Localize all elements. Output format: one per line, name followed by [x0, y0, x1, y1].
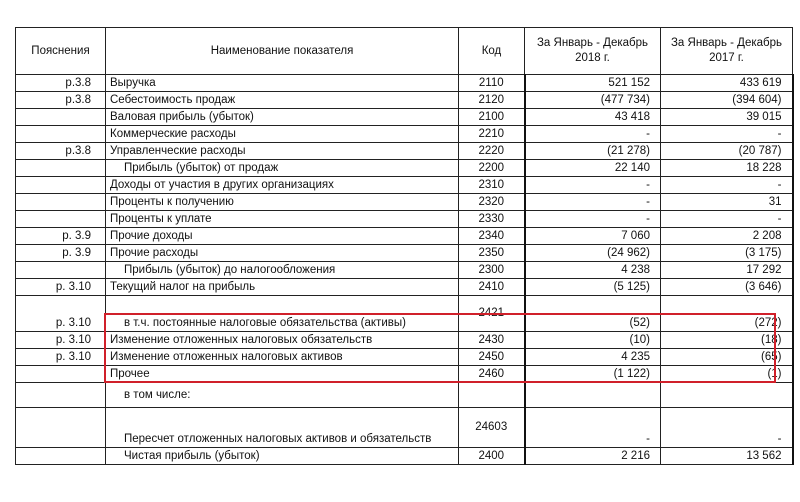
row-note: р.3.8	[16, 75, 106, 92]
row-code: 2410	[459, 279, 525, 296]
row-note: р.3.8	[16, 143, 106, 160]
row-code: 2210	[459, 126, 525, 143]
table-row	[16, 143, 793, 160]
table-row	[16, 92, 793, 109]
row-value-2018: 2 216	[525, 448, 661, 465]
row-value-2018: (52)	[525, 296, 661, 332]
row-value-2018: -	[525, 408, 661, 448]
row-value-2017: (1)	[661, 366, 793, 383]
row-code: 2110	[459, 75, 525, 92]
table-row	[16, 228, 793, 245]
row-note: р.3.8	[16, 92, 106, 109]
row-name: Прочие доходы	[106, 228, 459, 245]
table-row	[16, 349, 793, 366]
row-code	[459, 383, 525, 408]
row-name: в том числе:	[106, 383, 459, 408]
row-code: 2430	[459, 332, 525, 349]
row-value-2018: -	[525, 126, 661, 143]
row-value-2017: 13 562	[661, 448, 793, 465]
row-value-2018: (1 122)	[525, 366, 661, 383]
row-code: 2320	[459, 194, 525, 211]
row-value-2017: (3 175)	[661, 245, 793, 262]
row-value-2018: (5 125)	[525, 279, 661, 296]
row-code: 2421	[459, 296, 525, 332]
row-name: Себестоимость продаж	[106, 92, 459, 109]
table-row	[16, 296, 793, 332]
row-name: Прочее	[106, 366, 459, 383]
row-value-2017: -	[661, 177, 793, 194]
row-value-2018: 43 418	[525, 109, 661, 126]
row-name: Пересчет отложенных налоговых активов и обязательств	[106, 408, 459, 448]
row-value-2018: -	[525, 177, 661, 194]
header-period-2017: За Январь - Декабрь 2017 г.	[661, 28, 793, 75]
table-row	[16, 448, 793, 465]
row-code: 2300	[459, 262, 525, 279]
row-code: 2200	[459, 160, 525, 177]
row-note	[16, 448, 106, 465]
row-note	[16, 262, 106, 279]
row-value-2017: 2 208	[661, 228, 793, 245]
row-value-2017: 39 015	[661, 109, 793, 126]
row-value-2017: (65)	[661, 349, 793, 366]
table-row	[16, 332, 793, 349]
header-period-2018: За Январь - Декабрь 2018 г.	[525, 28, 661, 75]
row-note: р. 3.9	[16, 228, 106, 245]
row-value-2018: (24 962)	[525, 245, 661, 262]
row-note: р. 3.9	[16, 245, 106, 262]
table-row	[16, 366, 793, 383]
row-code: 2460	[459, 366, 525, 383]
row-name: Управленческие расходы	[106, 143, 459, 160]
row-value-2018: (21 278)	[525, 143, 661, 160]
header-note: Пояснения	[16, 28, 106, 75]
table-row	[16, 279, 793, 296]
row-name: Изменение отложенных налоговых обязательств	[106, 332, 459, 349]
row-note: р. 3.10	[16, 279, 106, 296]
row-note	[16, 177, 106, 194]
row-code: 2350	[459, 245, 525, 262]
row-code: 2220	[459, 143, 525, 160]
row-name: Коммерческие расходы	[106, 126, 459, 143]
table-row	[16, 245, 793, 262]
row-note	[16, 194, 106, 211]
row-value-2017: 17 292	[661, 262, 793, 279]
row-code: 2100	[459, 109, 525, 126]
row-value-2017: -	[661, 408, 793, 448]
row-note: р. 3.10	[16, 332, 106, 349]
row-name: Прибыль (убыток) до налогообложения	[106, 262, 459, 279]
row-value-2017: (18)	[661, 332, 793, 349]
row-name: Прибыль (убыток) от продаж	[106, 160, 459, 177]
row-code: 2400	[459, 448, 525, 465]
row-name: в т.ч. постоянные налоговые обязательства (активы)	[106, 296, 459, 332]
row-note	[16, 109, 106, 126]
table-row	[16, 383, 793, 408]
row-value-2018: (477 734)	[525, 92, 661, 109]
row-note: р. 3.10	[16, 296, 106, 332]
row-value-2017: 31	[661, 194, 793, 211]
row-name: Валовая прибыль (убыток)	[106, 109, 459, 126]
row-name: Изменение отложенных налоговых активов	[106, 349, 459, 366]
row-note	[16, 211, 106, 228]
row-note	[16, 383, 106, 408]
table-row	[16, 194, 793, 211]
row-note	[16, 160, 106, 177]
header-name: Наименование показателя	[106, 28, 459, 75]
row-value-2018: -	[525, 211, 661, 228]
table-row	[16, 109, 793, 126]
table-row	[16, 211, 793, 228]
row-name: Выручка	[106, 75, 459, 92]
row-value-2017	[661, 383, 793, 408]
row-value-2017: -	[661, 211, 793, 228]
header-row	[16, 28, 793, 75]
row-value-2017: (272)	[661, 296, 793, 332]
row-value-2018: (10)	[525, 332, 661, 349]
row-code: 24603	[459, 408, 525, 448]
row-code: 2330	[459, 211, 525, 228]
row-value-2017: 18 228	[661, 160, 793, 177]
income-statement-table	[15, 27, 794, 465]
table-row	[16, 177, 793, 194]
row-name: Прочие расходы	[106, 245, 459, 262]
row-code: 2450	[459, 349, 525, 366]
row-value-2017: (20 787)	[661, 143, 793, 160]
row-value-2017: 433 619	[661, 75, 793, 92]
table-row	[16, 75, 793, 92]
row-code: 2340	[459, 228, 525, 245]
row-name: Текущий налог на прибыль	[106, 279, 459, 296]
row-note	[16, 126, 106, 143]
table-row	[16, 160, 793, 177]
row-code: 2310	[459, 177, 525, 194]
row-note	[16, 366, 106, 383]
row-name: Проценты к получению	[106, 194, 459, 211]
table-row	[16, 262, 793, 279]
header-code: Код	[459, 28, 525, 75]
row-value-2018: -	[525, 194, 661, 211]
row-value-2017: (394 604)	[661, 92, 793, 109]
row-code: 2120	[459, 92, 525, 109]
row-value-2018: 521 152	[525, 75, 661, 92]
row-value-2018: 4 238	[525, 262, 661, 279]
row-value-2018: 22 140	[525, 160, 661, 177]
row-name: Чистая прибыль (убыток)	[106, 448, 459, 465]
row-name: Проценты к уплате	[106, 211, 459, 228]
income-statement	[15, 27, 794, 465]
row-note	[16, 408, 106, 448]
row-name: Доходы от участия в других организациях	[106, 177, 459, 194]
table-row	[16, 126, 793, 143]
row-value-2018	[525, 383, 661, 408]
row-note: р. 3.10	[16, 349, 106, 366]
table-row	[16, 408, 793, 448]
row-value-2017: -	[661, 126, 793, 143]
row-value-2018: 7 060	[525, 228, 661, 245]
row-value-2017: (3 646)	[661, 279, 793, 296]
row-value-2018: 4 235	[525, 349, 661, 366]
